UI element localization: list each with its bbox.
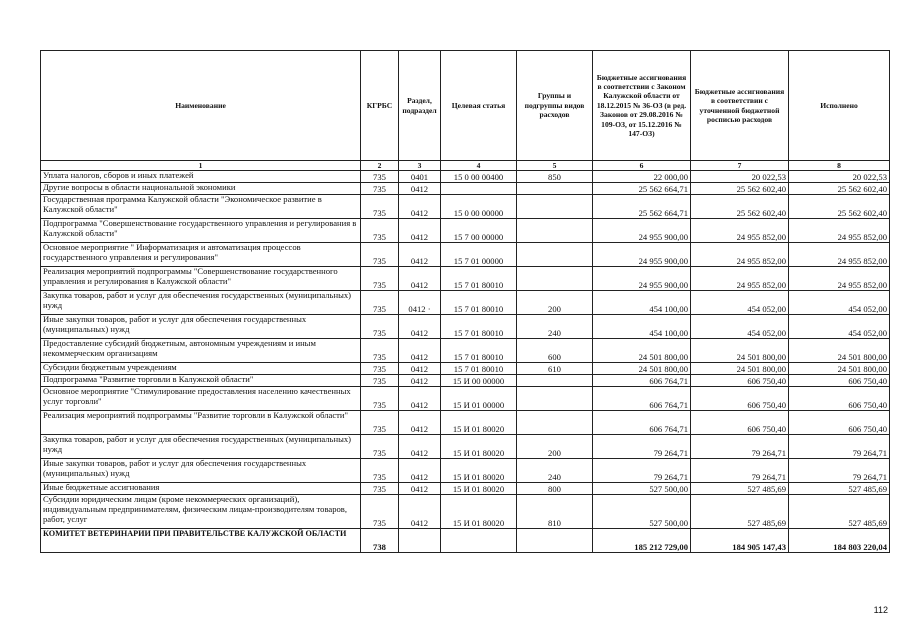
row-section: [399, 529, 441, 553]
row-executed-amount: 25 562 602,40: [789, 183, 890, 195]
row-group: 200: [517, 435, 593, 459]
row-target: [441, 529, 517, 553]
row-name: Реализация мероприятий подпрограммы "Развитие торговли в Калужской области": [41, 411, 361, 435]
row-executed-amount: 24 501 800,00: [789, 339, 890, 363]
row-law-amount: 79 264,71: [593, 435, 691, 459]
row-refined-amount: 20 022,53: [691, 171, 789, 183]
row-group: 240: [517, 315, 593, 339]
row-law-amount: 527 500,00: [593, 495, 691, 529]
row-kgrbs: 735: [361, 183, 399, 195]
row-law-amount: 25 562 664,71: [593, 195, 691, 219]
row-group: 850: [517, 171, 593, 183]
row-target: 15 И 00 00000: [441, 375, 517, 387]
row-law-amount: 454 100,00: [593, 315, 691, 339]
table-row: [41, 195, 890, 219]
table-row: [41, 171, 890, 183]
row-kgrbs: 735: [361, 411, 399, 435]
row-group: 240: [517, 459, 593, 483]
table-header-row: [41, 51, 890, 161]
row-kgrbs: 735: [361, 459, 399, 483]
row-name: Другие вопросы в области национальной экономики: [41, 183, 361, 195]
row-kgrbs: 735: [361, 315, 399, 339]
table-row: [41, 291, 890, 315]
row-section: 0412: [399, 363, 441, 375]
row-kgrbs: 735: [361, 363, 399, 375]
row-law-amount: 24 955 900,00: [593, 219, 691, 243]
row-executed-amount: 606 750,40: [789, 375, 890, 387]
row-target: 15 И 01 80020: [441, 495, 517, 529]
row-refined-amount: 527 485,69: [691, 495, 789, 529]
column-number: 2: [361, 161, 399, 171]
row-name: Предоставление субсидий бюджетным, автономным учреждениям и иным некоммерческим организациям: [41, 339, 361, 363]
row-executed-amount: 606 750,40: [789, 387, 890, 411]
row-target: 15 0 00 00000: [441, 195, 517, 219]
row-executed-amount: 24 955 852,00: [789, 267, 890, 291]
row-target: 15 7 01 00000: [441, 243, 517, 267]
row-name: Иные бюджетные ассигнования: [41, 483, 361, 495]
row-refined-amount: 24 955 852,00: [691, 243, 789, 267]
row-section: 0412: [399, 375, 441, 387]
row-group: [517, 183, 593, 195]
row-group: [517, 529, 593, 553]
row-refined-amount: 606 750,40: [691, 387, 789, 411]
row-group: [517, 195, 593, 219]
table-row: [41, 483, 890, 495]
row-kgrbs: 735: [361, 243, 399, 267]
row-target: 15 7 01 80010: [441, 291, 517, 315]
row-kgrbs: 735: [361, 291, 399, 315]
table-row: [41, 495, 890, 529]
row-refined-amount: 24 955 852,00: [691, 219, 789, 243]
row-law-amount: 24 955 900,00: [593, 243, 691, 267]
row-target: 15 7 01 80010: [441, 363, 517, 375]
row-kgrbs: 735: [361, 495, 399, 529]
row-name: КОМИТЕТ ВЕТЕРИНАРИИ ПРИ ПРАВИТЕЛЬСТВЕ КАЛУЖСКОЙ ОБЛАСТИ: [41, 529, 361, 553]
row-section: 0412: [399, 387, 441, 411]
header-refined: Бюджетные ассигнования в соответствии с уточненной бюджетной росписью расходов: [691, 51, 789, 161]
row-law-amount: 24 501 800,00: [593, 339, 691, 363]
header-name: Наименование: [41, 51, 361, 161]
row-target: 15 И 01 80020: [441, 459, 517, 483]
row-target: 15 И 01 80020: [441, 411, 517, 435]
table-row: [41, 339, 890, 363]
row-executed-amount: 24 955 852,00: [789, 219, 890, 243]
row-group: [517, 375, 593, 387]
row-section: 0412: [399, 435, 441, 459]
row-section: 0401: [399, 171, 441, 183]
row-section: 0412: [399, 195, 441, 219]
budget-table: [40, 50, 890, 553]
row-name: Иные закупки товаров, работ и услуг для обеспечения государственных (муниципальных) нужд: [41, 315, 361, 339]
row-law-amount: 527 500,00: [593, 483, 691, 495]
row-group: [517, 267, 593, 291]
row-group: [517, 219, 593, 243]
row-target: 15 0 00 00400: [441, 171, 517, 183]
table-row: [41, 267, 890, 291]
row-law-amount: 606 764,71: [593, 387, 691, 411]
row-section: 0412: [399, 315, 441, 339]
row-executed-amount: 606 750,40: [789, 411, 890, 435]
row-executed-amount: 24 955 852,00: [789, 243, 890, 267]
row-refined-amount: 24 501 800,00: [691, 363, 789, 375]
row-refined-amount: 184 905 147,43: [691, 529, 789, 553]
row-refined-amount: 25 562 602,40: [691, 183, 789, 195]
row-kgrbs: 735: [361, 483, 399, 495]
row-kgrbs: 735: [361, 219, 399, 243]
row-name: Иные закупки товаров, работ и услуг для обеспечения государственных (муниципальных) нужд: [41, 459, 361, 483]
table-row: [41, 315, 890, 339]
column-number: 7: [691, 161, 789, 171]
row-kgrbs: 735: [361, 171, 399, 183]
page-number: 112: [873, 605, 888, 615]
header-target: Целевая статья: [441, 51, 517, 161]
row-name: Подпрограмма "Развитие торговли в Калужской области": [41, 375, 361, 387]
row-section: 0412: [399, 339, 441, 363]
row-kgrbs: 735: [361, 387, 399, 411]
row-executed-amount: 79 264,71: [789, 435, 890, 459]
header-kgrbs: КГРБС: [361, 51, 399, 161]
table-row: [41, 435, 890, 459]
row-section: 0412: [399, 459, 441, 483]
header-executed: Исполнено: [789, 51, 890, 161]
table-row: [41, 411, 890, 435]
table-row: [41, 387, 890, 411]
table-row-total: [41, 529, 890, 553]
row-group: 810: [517, 495, 593, 529]
row-target: 15 И 01 80020: [441, 483, 517, 495]
row-target: 15 7 01 80010: [441, 315, 517, 339]
row-law-amount: 24 501 800,00: [593, 363, 691, 375]
row-target: 15 И 01 80020: [441, 435, 517, 459]
row-section: 0412: [399, 183, 441, 195]
row-name: Основное мероприятие " Информатизация и автоматизация процессов государственного управления и регулирования": [41, 243, 361, 267]
row-refined-amount: 79 264,71: [691, 435, 789, 459]
row-name: Уплата налогов, сборов и иных платежей: [41, 171, 361, 183]
row-section: 0412 ·: [399, 291, 441, 315]
row-kgrbs: 735: [361, 267, 399, 291]
row-section: 0412: [399, 219, 441, 243]
row-name: Реализация мероприятий подпрограммы "Совершенствование государственного управления и регулирования в Калужской области": [41, 267, 361, 291]
row-target: 15 И 01 00000: [441, 387, 517, 411]
row-law-amount: 22 000,00: [593, 171, 691, 183]
row-executed-amount: 25 562 602,40: [789, 195, 890, 219]
column-number: 3: [399, 161, 441, 171]
header-law: Бюджетные ассигнования в соответствии с Законом Калужской области от 18.12.2015 № 36-ОЗ (в ред. Законов от 29.08.2016 № 109-ОЗ, от 15.12.2016 № 147-ОЗ): [593, 51, 691, 161]
column-number-row: [41, 161, 890, 171]
row-target: 15 7 01 80010: [441, 339, 517, 363]
row-group: [517, 243, 593, 267]
row-name: Субсидии бюджетным учреждениям: [41, 363, 361, 375]
header-section: Раздел, подраздел: [399, 51, 441, 161]
row-name: Государственная программа Калужской области "Экономическое развитие в Калужской области": [41, 195, 361, 219]
row-kgrbs: 735: [361, 195, 399, 219]
row-group: 600: [517, 339, 593, 363]
row-law-amount: 24 955 900,00: [593, 267, 691, 291]
row-kgrbs: 735: [361, 375, 399, 387]
row-law-amount: 454 100,00: [593, 291, 691, 315]
row-refined-amount: 24 501 800,00: [691, 339, 789, 363]
column-number: 4: [441, 161, 517, 171]
row-executed-amount: 20 022,53: [789, 171, 890, 183]
row-name: Основное мероприятие "Стимулирование предоставления населению качественных услуг торговли": [41, 387, 361, 411]
row-executed-amount: 527 485,69: [789, 483, 890, 495]
row-name: Субсидии юридическим лицам (кроме некоммерческих организаций), индивидуальным предпринимателям, физическим лицам-производителям товаров, работ, услуг: [41, 495, 361, 529]
row-name: Закупка товаров, работ и услуг для обеспечения государственных (муниципальных) нужд: [41, 291, 361, 315]
row-section: 0412: [399, 483, 441, 495]
row-executed-amount: 454 052,00: [789, 315, 890, 339]
row-refined-amount: 25 562 602,40: [691, 195, 789, 219]
row-refined-amount: 79 264,71: [691, 459, 789, 483]
row-kgrbs: 735: [361, 435, 399, 459]
row-group: 610: [517, 363, 593, 375]
row-target: 15 7 01 80010: [441, 267, 517, 291]
table-row: [41, 219, 890, 243]
row-kgrbs: 735: [361, 339, 399, 363]
row-executed-amount: 184 803 220,04: [789, 529, 890, 553]
row-target: [441, 183, 517, 195]
row-section: 0412: [399, 267, 441, 291]
table-row: [41, 375, 890, 387]
row-law-amount: 25 562 664,71: [593, 183, 691, 195]
row-refined-amount: 527 485,69: [691, 483, 789, 495]
row-executed-amount: 79 264,71: [789, 459, 890, 483]
row-kgrbs: 738: [361, 529, 399, 553]
row-section: 0412: [399, 495, 441, 529]
row-law-amount: 606 764,71: [593, 411, 691, 435]
column-number: 1: [41, 161, 361, 171]
row-group: [517, 387, 593, 411]
row-refined-amount: 24 955 852,00: [691, 267, 789, 291]
table-row: [41, 363, 890, 375]
column-number: 5: [517, 161, 593, 171]
row-refined-amount: 606 750,40: [691, 411, 789, 435]
row-refined-amount: 454 052,00: [691, 291, 789, 315]
row-executed-amount: 454 052,00: [789, 291, 890, 315]
row-refined-amount: 454 052,00: [691, 315, 789, 339]
row-executed-amount: 24 501 800,00: [789, 363, 890, 375]
table-row: [41, 183, 890, 195]
row-law-amount: 79 264,71: [593, 459, 691, 483]
row-target: 15 7 00 00000: [441, 219, 517, 243]
row-law-amount: 606 764,71: [593, 375, 691, 387]
row-name: Закупка товаров, работ и услуг для обеспечения государственных (муниципальных) нужд: [41, 435, 361, 459]
table-row: [41, 459, 890, 483]
row-section: 0412: [399, 243, 441, 267]
row-group: 800: [517, 483, 593, 495]
row-law-amount: 185 212 729,00: [593, 529, 691, 553]
row-group: 200: [517, 291, 593, 315]
row-name: Подпрограмма "Совершенствование государственного управления и регулирования в Калужской области": [41, 219, 361, 243]
row-executed-amount: 527 485,69: [789, 495, 890, 529]
header-group: Группы и подгруппы видов расходов: [517, 51, 593, 161]
row-section: 0412: [399, 411, 441, 435]
row-group: [517, 411, 593, 435]
table-row: [41, 243, 890, 267]
column-number: 6: [593, 161, 691, 171]
column-number: 8: [789, 161, 890, 171]
row-refined-amount: 606 750,40: [691, 375, 789, 387]
